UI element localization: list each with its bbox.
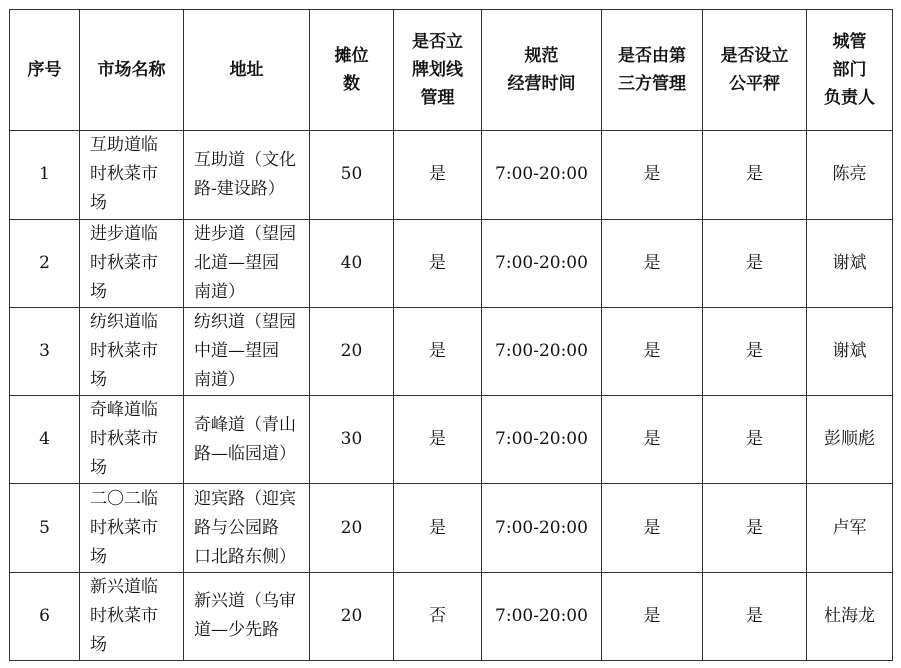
header-row [10, 10, 893, 131]
cell-name [80, 219, 184, 307]
cell-stalls: 20 [310, 572, 394, 660]
cell-name-line: 进步道临 [90, 223, 158, 244]
cell-address-line: 进步道（望园 [194, 223, 296, 244]
cell-address-line: 新兴道（乌审 [194, 591, 296, 612]
cell-address-line: 中道—望园 [194, 341, 279, 362]
header-signage-line: 牌划线 [412, 60, 463, 81]
table-row [10, 484, 893, 572]
cell-address [184, 396, 310, 484]
cell-stalls: 50 [310, 131, 394, 219]
cell-stalls: 30 [310, 396, 394, 484]
cell-signage: 是 [394, 219, 482, 307]
cell-no: 6 [10, 572, 80, 660]
cell-name [80, 396, 184, 484]
header-name: 市场名称 [80, 10, 184, 131]
cell-address [184, 484, 310, 572]
header-manager-line: 城管 [832, 32, 867, 53]
cell-address-line: 南道） [194, 281, 245, 302]
cell-address-line: 路与公园路 [194, 517, 279, 538]
cell-name-line: 场 [90, 370, 107, 391]
header-hours-line: 规范 [524, 46, 559, 67]
header-manager-line: 负责人 [824, 88, 875, 109]
header-third-party-line: 是否由第 [618, 46, 686, 67]
table-row [10, 307, 893, 395]
cell-third-party: 是 [602, 219, 703, 307]
cell-no: 2 [10, 219, 80, 307]
cell-manager: 谢斌 [807, 307, 893, 395]
cell-signage: 是 [394, 307, 482, 395]
cell-scale: 是 [703, 219, 807, 307]
cell-address [184, 572, 310, 660]
cell-hours: 7:00-20:00 [482, 131, 602, 219]
header-signage [394, 10, 482, 131]
header-stalls-line: 摊位 [334, 46, 369, 67]
header-stalls [310, 10, 394, 131]
cell-signage: 是 [394, 484, 482, 572]
header-third-party [602, 10, 703, 131]
cell-scale: 是 [703, 307, 807, 395]
cell-signage: 是 [394, 396, 482, 484]
header-hours-line: 经营时间 [507, 74, 576, 95]
header-no: 序号 [10, 10, 80, 131]
cell-no: 3 [10, 307, 80, 395]
cell-name [80, 131, 184, 219]
cell-name-line: 场 [90, 634, 107, 655]
cell-third-party: 是 [602, 131, 703, 219]
cell-address-line: 迎宾路（迎宾 [194, 488, 296, 509]
header-signage-line: 管理 [420, 88, 455, 109]
cell-stalls: 20 [310, 307, 394, 395]
header-scale [703, 10, 807, 131]
cell-third-party: 是 [602, 484, 703, 572]
cell-address-line: 南道） [194, 370, 245, 391]
cell-hours: 7:00-20:00 [482, 219, 602, 307]
header-scale-line: 公平秤 [729, 74, 780, 95]
header-address: 地址 [184, 10, 310, 131]
table-row [10, 396, 893, 484]
cell-name-line: 场 [90, 546, 107, 567]
cell-manager: 卢军 [807, 484, 893, 572]
cell-name-line: 时秋菜市 [90, 429, 158, 450]
cell-hours: 7:00-20:00 [482, 396, 602, 484]
cell-name-line: 时秋菜市 [90, 252, 158, 273]
cell-manager: 陈亮 [807, 131, 893, 219]
cell-scale: 是 [703, 484, 807, 572]
cell-name-line: 场 [90, 458, 107, 479]
cell-scale: 是 [703, 131, 807, 219]
cell-scale: 是 [703, 396, 807, 484]
cell-name [80, 572, 184, 660]
cell-address [184, 219, 310, 307]
cell-name-line: 新兴道临 [90, 576, 158, 597]
table-row [10, 131, 893, 219]
cell-address-line: 互助道（文化 [194, 149, 296, 170]
header-manager-line: 部门 [832, 60, 867, 81]
cell-hours: 7:00-20:00 [482, 307, 602, 395]
cell-name-line: 二〇二临 [90, 488, 158, 509]
cell-signage: 否 [394, 572, 482, 660]
cell-hours: 7:00-20:00 [482, 484, 602, 572]
cell-scale: 是 [703, 572, 807, 660]
cell-name [80, 307, 184, 395]
cell-name-line: 时秋菜市 [90, 164, 158, 185]
cell-third-party: 是 [602, 572, 703, 660]
cell-signage: 是 [394, 131, 482, 219]
cell-stalls: 20 [310, 484, 394, 572]
header-stalls-line: 数 [343, 74, 360, 95]
cell-address-line: 北道—望园 [194, 252, 279, 273]
cell-name-line: 互助道临 [90, 135, 158, 156]
header-manager [807, 10, 893, 131]
cell-hours: 7:00-20:00 [482, 572, 602, 660]
cell-address-line: 道—少先路 [194, 620, 279, 641]
cell-address-line: 纺织道（望园 [194, 312, 296, 333]
cell-name-line: 时秋菜市 [90, 605, 158, 626]
cell-name [80, 484, 184, 572]
cell-address [184, 307, 310, 395]
cell-manager: 彭顺彪 [807, 396, 893, 484]
table-row [10, 219, 893, 307]
cell-third-party: 是 [602, 396, 703, 484]
cell-name-line: 时秋菜市 [90, 517, 158, 538]
cell-name-line: 场 [90, 193, 107, 214]
cell-stalls: 40 [310, 219, 394, 307]
cell-name-line: 时秋菜市 [90, 341, 158, 362]
cell-address-line: 路-建设路） [194, 178, 285, 199]
header-signage-line: 是否立 [412, 32, 463, 53]
cell-name-line: 场 [90, 281, 107, 302]
cell-address-line: 路—临园道） [194, 443, 296, 464]
cell-third-party: 是 [602, 307, 703, 395]
cell-address-line: 奇峰道（青山 [194, 414, 296, 435]
cell-name-line: 奇峰道临 [90, 400, 158, 421]
cell-manager: 谢斌 [807, 219, 893, 307]
cell-no: 5 [10, 484, 80, 572]
cell-address [184, 131, 310, 219]
header-hours [482, 10, 602, 131]
cell-address-line: 口北路东侧） [194, 546, 296, 567]
table-row [10, 572, 893, 660]
cell-manager: 杜海龙 [807, 572, 893, 660]
cell-no: 1 [10, 131, 80, 219]
cell-no: 4 [10, 396, 80, 484]
market-table [9, 9, 893, 661]
cell-name-line: 纺织道临 [90, 312, 158, 333]
header-scale-line: 是否设立 [720, 46, 789, 67]
header-third-party-line: 三方管理 [618, 74, 686, 95]
